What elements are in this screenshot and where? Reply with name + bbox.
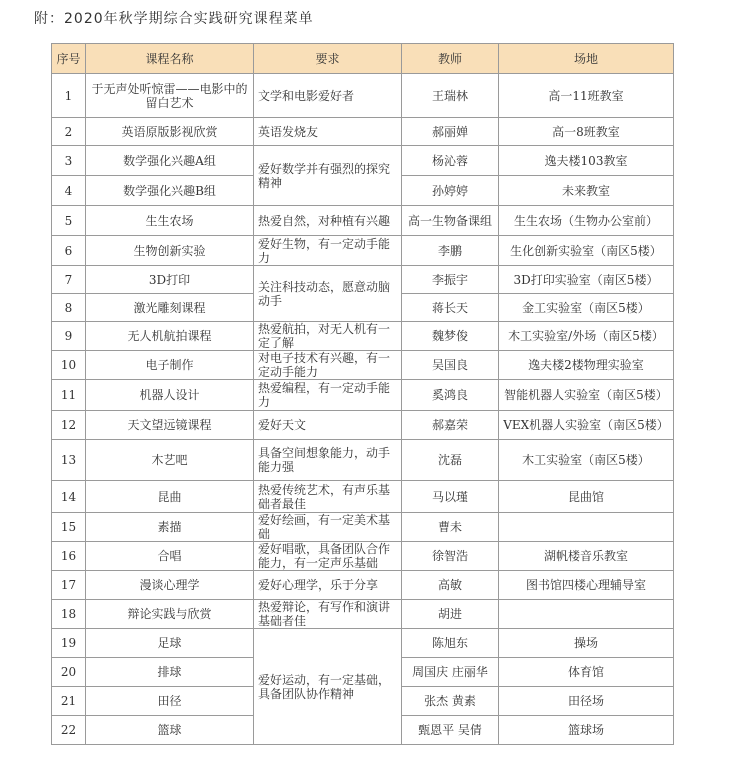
requirement: 热爱自然，对种植有兴趣 <box>254 206 402 236</box>
course-name: 辩论实践与欣赏 <box>86 600 254 629</box>
venue: 高一11班教室 <box>499 74 674 118</box>
venue <box>499 513 674 542</box>
teacher: 杨沁蓉 <box>402 146 499 176</box>
table-row <box>52 146 674 176</box>
requirement: 对电子技术有兴趣，有一定动手能力 <box>254 351 402 380</box>
course-name: 数学强化兴趣B组 <box>86 176 254 206</box>
row-no: 20 <box>52 658 86 687</box>
teacher: 沈磊 <box>402 440 499 481</box>
table-row <box>52 600 674 629</box>
requirement: 热爱编程，有一定动手能力 <box>254 380 402 411</box>
header-no: 序号 <box>52 44 86 74</box>
venue: 生生农场（生物办公室前） <box>499 206 674 236</box>
table-row <box>52 236 674 266</box>
venue: 智能机器人实验室（南区5楼） <box>499 380 674 411</box>
venue <box>499 600 674 629</box>
row-no: 8 <box>52 294 86 322</box>
requirement: 关注科技动态，愿意动脑动手 <box>254 266 402 322</box>
row-no: 22 <box>52 716 86 745</box>
course-name: 昆曲 <box>86 481 254 513</box>
course-name: 木艺吧 <box>86 440 254 481</box>
row-no: 7 <box>52 266 86 294</box>
course-name: 篮球 <box>86 716 254 745</box>
teacher: 高敏 <box>402 571 499 600</box>
venue: 生化创新实验室（南区5楼） <box>499 236 674 266</box>
venue: 逸夫楼103教室 <box>499 146 674 176</box>
table-row <box>52 481 674 513</box>
row-no: 5 <box>52 206 86 236</box>
teacher: 奚鸿良 <box>402 380 499 411</box>
course-name: 无人机航拍课程 <box>86 322 254 351</box>
row-no: 9 <box>52 322 86 351</box>
venue: 田径场 <box>499 687 674 716</box>
table-row <box>52 206 674 236</box>
header-requirement: 要求 <box>254 44 402 74</box>
course-name: 电子制作 <box>86 351 254 380</box>
teacher: 高一生物备课组 <box>402 206 499 236</box>
row-no: 6 <box>52 236 86 266</box>
header-venue: 场地 <box>499 44 674 74</box>
course-name: 激光雕刻课程 <box>86 294 254 322</box>
venue: 逸夫楼2楼物理实验室 <box>499 351 674 380</box>
row-no: 2 <box>52 118 86 146</box>
row-no: 1 <box>52 74 86 118</box>
teacher: 周国庆 庄丽华 <box>402 658 499 687</box>
venue: 体育馆 <box>499 658 674 687</box>
venue: 昆曲馆 <box>499 481 674 513</box>
table-row <box>52 118 674 146</box>
course-name: 机器人设计 <box>86 380 254 411</box>
table-row <box>52 351 674 380</box>
teacher: 蒋长天 <box>402 294 499 322</box>
course-menu-table <box>51 43 674 745</box>
venue: 未来教室 <box>499 176 674 206</box>
course-name: 足球 <box>86 629 254 658</box>
teacher: 魏梦俊 <box>402 322 499 351</box>
course-name: 英语原版影视欣赏 <box>86 118 254 146</box>
table-row <box>52 74 674 118</box>
row-no: 14 <box>52 481 86 513</box>
row-no: 16 <box>52 542 86 571</box>
header-course: 课程名称 <box>86 44 254 74</box>
row-no: 12 <box>52 411 86 440</box>
requirement: 爱好绘画，有一定美术基础 <box>254 513 402 542</box>
row-no: 11 <box>52 380 86 411</box>
venue: 高一8班教室 <box>499 118 674 146</box>
table-row <box>52 440 674 481</box>
requirement: 爱好生物，有一定动手能力 <box>254 236 402 266</box>
row-no: 13 <box>52 440 86 481</box>
requirement: 爱好运动，有一定基础，具备团队协作精神 <box>254 629 402 745</box>
venue: 操场 <box>499 629 674 658</box>
table-header-row <box>52 44 674 74</box>
venue: 木工实验室/外场（南区5楼） <box>499 322 674 351</box>
teacher: 郝嘉荣 <box>402 411 499 440</box>
table-row <box>52 542 674 571</box>
teacher: 陈旭东 <box>402 629 499 658</box>
venue: 图书馆四楼心理辅导室 <box>499 571 674 600</box>
teacher: 徐智浩 <box>402 542 499 571</box>
venue: 3D打印实验室（南区5楼） <box>499 266 674 294</box>
table-row <box>52 322 674 351</box>
table-row <box>52 571 674 600</box>
venue: VEX机器人实验室（南区5楼） <box>499 411 674 440</box>
requirement: 爱好天文 <box>254 411 402 440</box>
row-no: 15 <box>52 513 86 542</box>
course-name: 生物创新实验 <box>86 236 254 266</box>
teacher: 王瑞林 <box>402 74 499 118</box>
row-no: 21 <box>52 687 86 716</box>
requirement: 爱好唱歌，具备团队合作能力，有一定声乐基础 <box>254 542 402 571</box>
venue: 金工实验室（南区5楼） <box>499 294 674 322</box>
table-row <box>52 266 674 294</box>
teacher: 曹未 <box>402 513 499 542</box>
table-row <box>52 629 674 658</box>
header-teacher: 教师 <box>402 44 499 74</box>
teacher: 张杰 黄素 <box>402 687 499 716</box>
table-row <box>52 513 674 542</box>
venue: 木工实验室（南区5楼） <box>499 440 674 481</box>
page-title: 附：2020年秋学期综合实践研究课程菜单 <box>34 11 314 27</box>
course-name: 3D打印 <box>86 266 254 294</box>
row-no: 10 <box>52 351 86 380</box>
row-no: 4 <box>52 176 86 206</box>
course-name: 排球 <box>86 658 254 687</box>
requirement: 热爱传统艺术，有声乐基础者最佳 <box>254 481 402 513</box>
course-name: 数学强化兴趣A组 <box>86 146 254 176</box>
course-name: 天文望远镜课程 <box>86 411 254 440</box>
requirement: 爱好数学并有强烈的探究精神 <box>254 146 402 206</box>
row-no: 18 <box>52 600 86 629</box>
requirement: 爱好心理学，乐于分享 <box>254 571 402 600</box>
requirement: 具备空间想象能力，动手能力强 <box>254 440 402 481</box>
course-name: 田径 <box>86 687 254 716</box>
table-row <box>52 411 674 440</box>
venue: 篮球场 <box>499 716 674 745</box>
row-no: 3 <box>52 146 86 176</box>
requirement: 热爱辩论，有写作和演讲基础者佳 <box>254 600 402 629</box>
teacher: 李振宇 <box>402 266 499 294</box>
row-no: 17 <box>52 571 86 600</box>
course-name: 生生农场 <box>86 206 254 236</box>
teacher: 郝丽婵 <box>402 118 499 146</box>
venue: 湖帆楼音乐教室 <box>499 542 674 571</box>
requirement: 英语发烧友 <box>254 118 402 146</box>
row-no: 19 <box>52 629 86 658</box>
course-name: 素描 <box>86 513 254 542</box>
teacher: 李鹏 <box>402 236 499 266</box>
teacher: 吴国良 <box>402 351 499 380</box>
teacher: 胡进 <box>402 600 499 629</box>
course-name: 于无声处听惊雷——电影中的留白艺术 <box>86 74 254 118</box>
requirement: 文学和电影爱好者 <box>254 74 402 118</box>
course-name: 漫谈心理学 <box>86 571 254 600</box>
teacher: 甄恩平 吴倩 <box>402 716 499 745</box>
teacher: 孙婷婷 <box>402 176 499 206</box>
course-name: 合唱 <box>86 542 254 571</box>
table-row <box>52 380 674 411</box>
requirement: 热爱航拍，对无人机有一定了解 <box>254 322 402 351</box>
teacher: 马以瑾 <box>402 481 499 513</box>
